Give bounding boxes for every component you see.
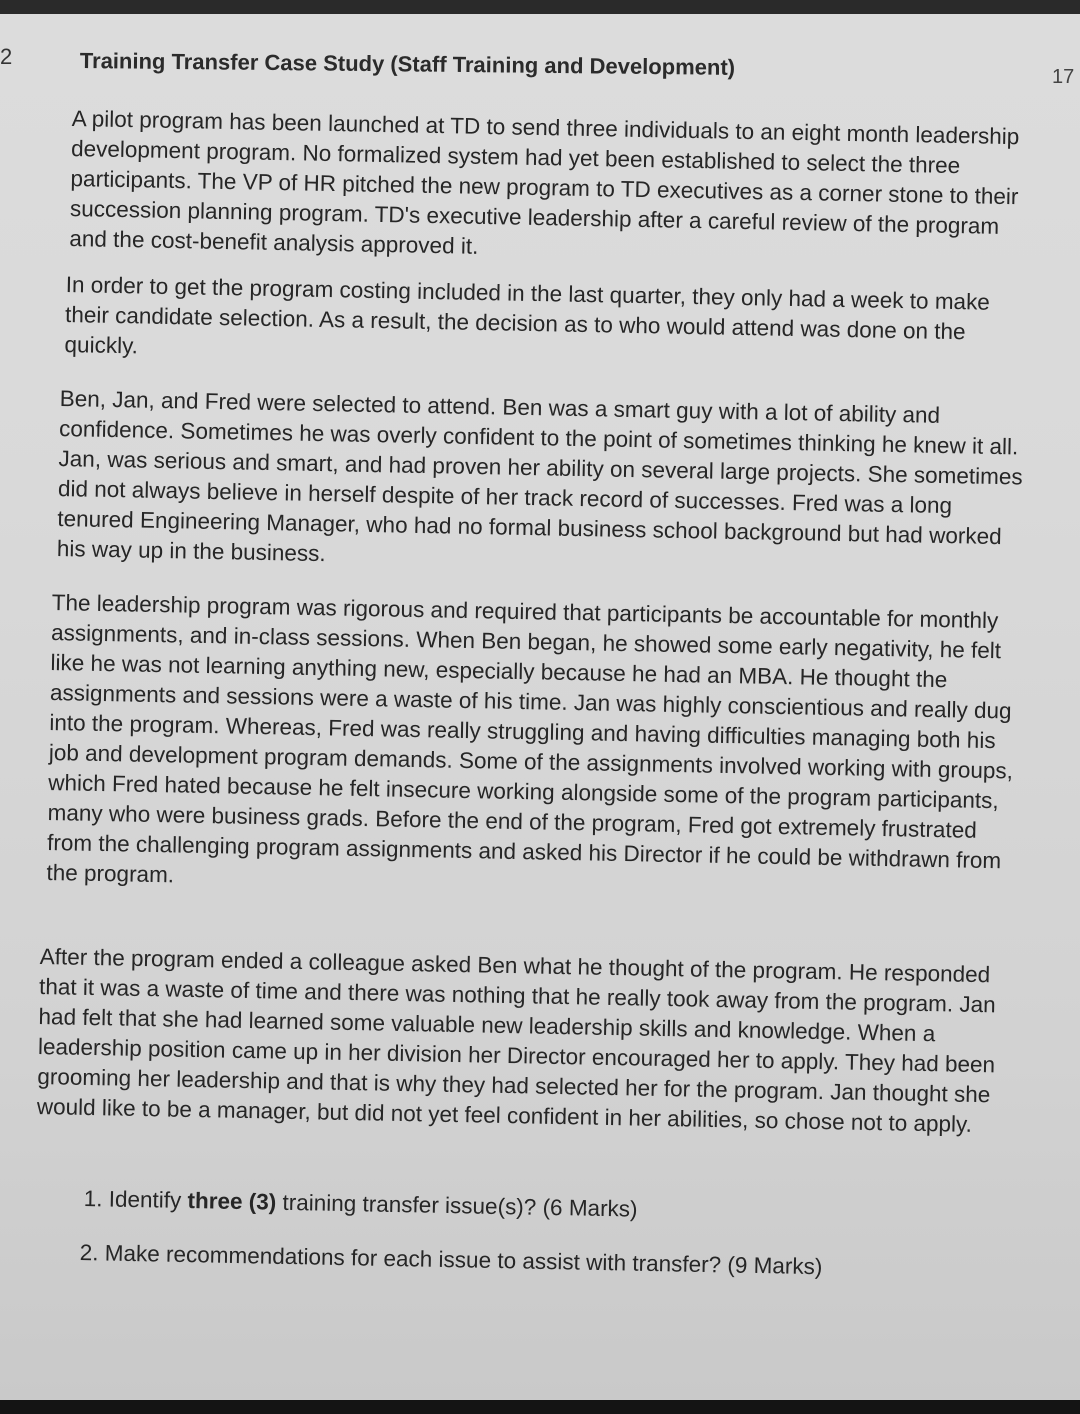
- paragraph-program-costing: In order to get the program costing included in the last quarter, they only had a week to make their candidate selection. As a result, the decision as to who would attend was done on the quickly.: [64, 271, 991, 359]
- question-2: 2. Make recommendations for each issue to assist with transfer? (9 Marks): [79, 1239, 823, 1280]
- case-study-title: Training Transfer Case Study (Staff Training and Development): [79, 48, 736, 80]
- photo-top-edge: [0, 0, 1080, 14]
- photo-bottom-edge: [0, 1400, 1080, 1414]
- question-1-suffix: training transfer issue(s)? (6 Marks): [276, 1189, 638, 1222]
- question-1-prefix: 1. Identify: [83, 1185, 188, 1213]
- paragraph-after-program: After the program ended a colleague asked Ben what he thought of the program. He responded that it was a waste of time and there was nothing that he really took away from the program. Jan had felt that she had learned some valuable new leadership skills and knowledge. When a leadership position came up in her division her Director encouraged her to apply. They had been grooming her leadership and that is why they had selected her for the program. Jan thought she would like to be a manager, but did not yet feel confident in her abilities, so chose not to apply.: [36, 943, 996, 1137]
- paragraph-participants: Ben, Jan, and Fred were selected to attend. Ben was a smart guy with a lot of ability and confidence. Sometimes he was overly confident to the point of sometimes thinking he knew it all. Jan, was serious and smart, and had proven her ability on several large projects. She sometimes did not always believe in herself despite of her track record of successes. Fred was a long tenured Engineering Manager, who had no formal business school background but had worked his way up in the business.: [56, 385, 1023, 567]
- question-1-emphasis: three (3): [187, 1187, 277, 1215]
- paragraph-pilot-program: A pilot program has been launched at TD to send three individuals to an eight month leadership development program. No formalized system had yet been established to select the three participants. The VP of HR pitched the new program to TD executives as a corner stone to their succession planning program. TD's executive leadership after a careful review of the program and the cost-benefit analysis approved it.: [69, 105, 1020, 259]
- page-number: 17: [1052, 66, 1075, 88]
- side-number: 2: [0, 44, 13, 69]
- paragraph-program-experience: The leadership program was rigorous and required that participants be accountable for monthly assignments, and in-class sessions. When Ben began, he showed some early negativity, he felt like he was not learning anything new, especially because he had an MBA. He thought the assignments and sessions were a waste of his time. Jan was highly conscientious and really dug into the program. Whereas, Fred was really struggling and having difficulties managing both his job and development program demands. Some of the assignments involved working with groups, which Fred hated because he felt insecure working alongside some of the program participants, many who were business grads. Before the end of the program, Fred got extremely frustrated from the challenging program assignments and asked his Director if he could be withdrawn from the program.: [46, 589, 1014, 888]
